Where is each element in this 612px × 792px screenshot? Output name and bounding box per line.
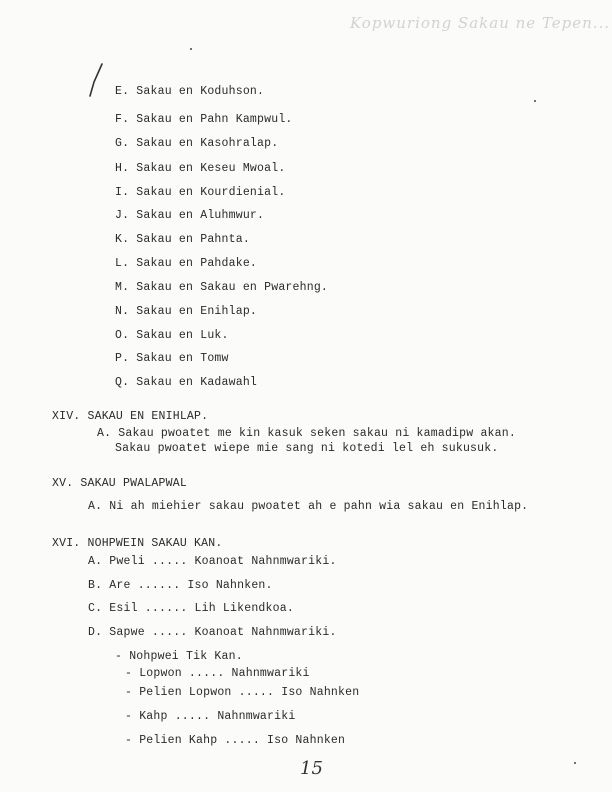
scan-speck (574, 762, 576, 764)
faint-header-text: Kopwuriong Sakau ne Tepen... (350, 14, 611, 32)
section-xvi-item: C. Esil ...... Lih Likendkoa. (88, 602, 294, 615)
list-item: N. Sakau en Enihlap. (115, 305, 258, 318)
list-item: H. Sakau en Keseu Mwoal. (115, 162, 286, 175)
section-xvi-subitem: - Pelien Lopwon ..... Iso Nahnken (125, 686, 360, 699)
section-xv-line: A. Ni ah miehier sakau pwoatet ah e pahn wia sakau en Enihlap. (88, 500, 529, 513)
section-xiv-line: A. Sakau pwoatet me kin kasuk seken sakau ni kamadipw akan. (97, 427, 516, 440)
section-xiv-line: Sakau pwoatet wiepe mie sang ni kotedi lel eh sukusuk. (115, 442, 499, 455)
section-xvi-item: B. Are ...... Iso Nahnken. (88, 579, 273, 592)
list-item: G. Sakau en Kasohralap. (115, 137, 279, 150)
section-xvi-subitem: - Pelien Kahp ..... Iso Nahnken (125, 734, 346, 747)
section-heading-xiv: XIV. SAKAU EN ENIHLAP. (52, 410, 209, 423)
section-xvi-subitem: - Kahp ..... Nahnmwariki (125, 710, 296, 723)
section-xvi-item: A. Pweli ..... Koanoat Nahnmwariki. (88, 555, 337, 568)
scan-speck (190, 48, 192, 50)
section-xvi-subheading: - Nohpwei Tik Kan. (115, 650, 243, 663)
list-item: K. Sakau en Pahnta. (115, 233, 250, 246)
section-heading-xvi: XVI. NOHPWEIN SAKAU KAN. (52, 537, 223, 550)
section-xvi-subitem: - Lopwon ..... Nahnmwariki (125, 667, 310, 680)
list-item: P. Sakau en Tomw (115, 352, 229, 365)
list-item: Q. Sakau en Kadawahl (115, 376, 258, 389)
list-item: M. Sakau en Sakau en Pwarehng. (115, 281, 329, 294)
page-number: 15 (300, 758, 323, 779)
list-item: I. Sakau en Kourdienial. (115, 186, 286, 199)
list-item: J. Sakau en Aluhmwur. (115, 209, 265, 222)
scan-speck (534, 100, 536, 102)
list-item: F. Sakau en Pahn Kampwul. (115, 113, 293, 126)
list-item: O. Sakau en Luk. (115, 329, 229, 342)
list-item: L. Sakau en Pahdake. (115, 257, 258, 270)
list-item: E. Sakau en Koduhson. (115, 85, 265, 98)
section-heading-xv: XV. SAKAU PWALAPWAL (52, 477, 187, 490)
handwritten-check-mark (86, 62, 106, 98)
section-xvi-item: D. Sapwe ..... Koanoat Nahnmwariki. (88, 626, 337, 639)
